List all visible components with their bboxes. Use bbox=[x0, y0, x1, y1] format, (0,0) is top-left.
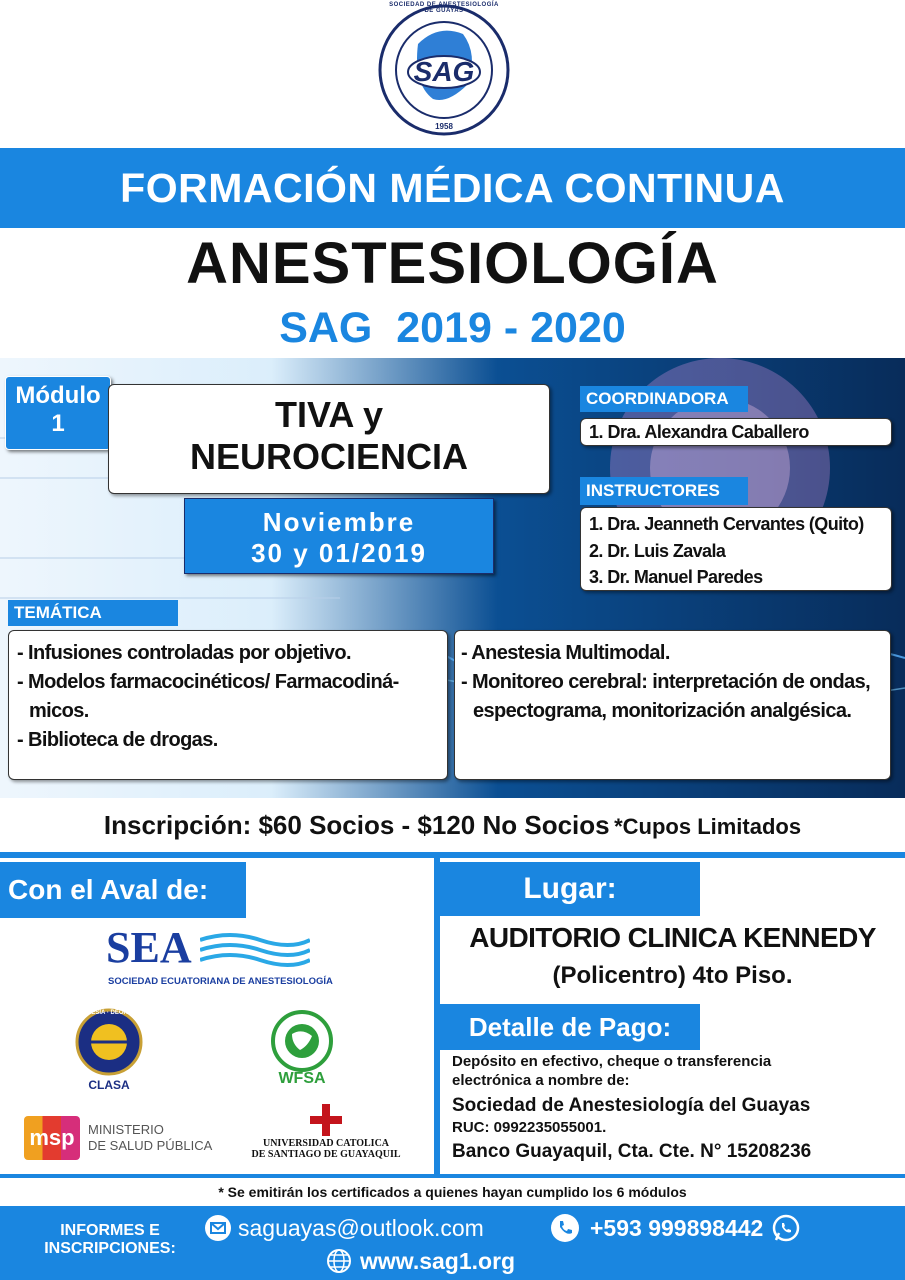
logo-ring-text: SOCIEDAD DE ANESTESIOLOGÍA DE GUAYAS bbox=[389, 2, 499, 14]
footer bbox=[0, 1206, 905, 1280]
whatsapp-icon bbox=[771, 1213, 801, 1243]
sea-full-name: SOCIEDAD ECUATORIANA DE ANESTESIOLOGÍA bbox=[108, 976, 333, 987]
venue-line2: (Policentro) 4to Piso. bbox=[552, 962, 793, 989]
coordinator-heading: COORDINADORA bbox=[580, 386, 748, 412]
footer-label bbox=[20, 1222, 200, 1258]
clasa-logo bbox=[66, 1008, 152, 1094]
topic-item: - Modelos farmacocinéticos/ Farmacodiná-micos. bbox=[17, 671, 399, 722]
footer-website-group bbox=[326, 1246, 515, 1276]
topic-item: - Infusiones controladas por objetivo. bbox=[17, 642, 351, 664]
footer-email-group bbox=[204, 1212, 484, 1244]
wfsa-logo bbox=[262, 1010, 342, 1090]
globe-icon bbox=[326, 1248, 352, 1274]
certificate-note: * Se emitirán los certificados a quienes hayan cumplido los 6 módulos bbox=[218, 1184, 687, 1200]
msp-line1: MINISTERIO bbox=[88, 1122, 164, 1137]
footer-phone[interactable]: +593 999898442 bbox=[590, 1214, 764, 1241]
registration-note: *Cupos Limitados bbox=[614, 814, 802, 839]
ucsg-cross-icon bbox=[310, 1104, 342, 1136]
ucsg-line2: DE SANTIAGO DE GUAYAQUIL bbox=[251, 1149, 401, 1160]
sea-wave-graphic bbox=[200, 930, 310, 970]
sea-logo bbox=[100, 923, 340, 990]
ucsg-logo bbox=[236, 1104, 416, 1164]
payment-heading: Detalle de Pago: bbox=[440, 1004, 700, 1050]
date-line1: Noviembre bbox=[262, 507, 416, 537]
sea-name: SEA bbox=[106, 923, 192, 972]
payment-account-name: Sociedad de Anestesiología del Guayas bbox=[452, 1095, 811, 1116]
divider-bar bbox=[0, 852, 905, 858]
module-title-line2: NEUROCIENCIA bbox=[189, 436, 468, 477]
msp-mark bbox=[24, 1116, 80, 1160]
payment-line1: Depósito en efectivo, cheque o transferencia bbox=[452, 1053, 772, 1070]
footer-email-link[interactable]: saguayas@outlook.com bbox=[238, 1214, 484, 1241]
divider-bar-2 bbox=[0, 1174, 905, 1178]
registration-price: Inscripción: $60 Socios - $120 No Socios bbox=[103, 810, 610, 840]
ucsg-line1: UNIVERSIDAD CATOLICA bbox=[262, 1138, 390, 1149]
endorsement-heading: Con el Aval de: bbox=[0, 862, 246, 918]
instructor-item: 2. Dr. Luis Zavala bbox=[589, 541, 726, 561]
logo-year: 1958 bbox=[435, 122, 453, 131]
footer-website-link[interactable]: www.sag1.org bbox=[360, 1247, 516, 1274]
msp-logo bbox=[24, 1112, 224, 1164]
topic-item: - Biblioteca de drogas. bbox=[17, 729, 218, 751]
instructors-heading: INSTRUCTORES bbox=[580, 477, 748, 505]
module-title-line1: TIVA y bbox=[274, 394, 384, 435]
logo-acronym: SAG bbox=[413, 56, 475, 87]
payment-details bbox=[452, 1052, 902, 1167]
coordinator-box bbox=[580, 418, 892, 446]
wfsa-label: WFSA bbox=[278, 1070, 326, 1087]
coordinator-item: 1. Dra. Alexandra Caballero bbox=[589, 422, 809, 442]
payment-ruc: RUC: 0992235055001. bbox=[452, 1119, 607, 1136]
topic-item: - Monitoreo cerebral: interpretación de ondas, espectograma, monitorización analgésica. bbox=[461, 671, 871, 722]
registration-line bbox=[0, 810, 905, 846]
topics-right-box bbox=[454, 630, 891, 780]
page-subtitle: SAG 2019 - 2020 bbox=[279, 304, 626, 352]
module-label bbox=[5, 376, 111, 450]
page-title: ANESTESIOLOGÍA bbox=[186, 231, 719, 296]
date-line2: 30 y 01/2019 bbox=[251, 538, 427, 568]
clasa-label: CLASA bbox=[88, 1078, 130, 1092]
wfsa-globe bbox=[262, 1010, 342, 1072]
venue-heading: Lugar: bbox=[440, 862, 700, 916]
footer-label-line1: INFORMES E bbox=[60, 1222, 160, 1239]
email-icon bbox=[204, 1214, 232, 1242]
sag-logo bbox=[378, 4, 510, 140]
clasa-ring-text: ANESTHESIA · DEORUM ARS bbox=[66, 1010, 152, 1016]
clasa-emblem bbox=[66, 1008, 152, 1078]
venue-line1: AUDITORIO CLINICA KENNEDY bbox=[469, 922, 876, 953]
topics-left-box bbox=[8, 630, 448, 780]
topic-item: - Anestesia Multimodal. bbox=[461, 642, 670, 664]
module-label-line1: Módulo bbox=[15, 382, 101, 409]
footer-label-line2: INSCRIPCIONES: bbox=[44, 1240, 176, 1257]
msp-line2: DE SALUD PÚBLICA bbox=[88, 1138, 213, 1153]
module-label-number: 1 bbox=[51, 410, 65, 437]
instructor-item: 3. Dr. Manuel Paredes bbox=[589, 567, 763, 587]
module-date bbox=[184, 498, 494, 574]
phone-icon bbox=[550, 1213, 580, 1243]
payment-bank: Banco Guayaquil, Cta. Cte. N° 15208236 bbox=[452, 1141, 812, 1162]
header-banner bbox=[0, 148, 905, 228]
instructors-box bbox=[580, 507, 892, 591]
payment-line2: electrónica a nombre de: bbox=[452, 1072, 630, 1089]
topics-heading: TEMÁTICA bbox=[8, 600, 178, 626]
module-title-box bbox=[108, 384, 550, 494]
banner-title: FORMACIÓN MÉDICA CONTINUA bbox=[120, 165, 785, 211]
footer-phone-group bbox=[550, 1212, 801, 1244]
instructor-item: 1. Dra. Jeanneth Cervantes (Quito) bbox=[589, 514, 864, 534]
msp-letters: msp bbox=[29, 1125, 75, 1150]
